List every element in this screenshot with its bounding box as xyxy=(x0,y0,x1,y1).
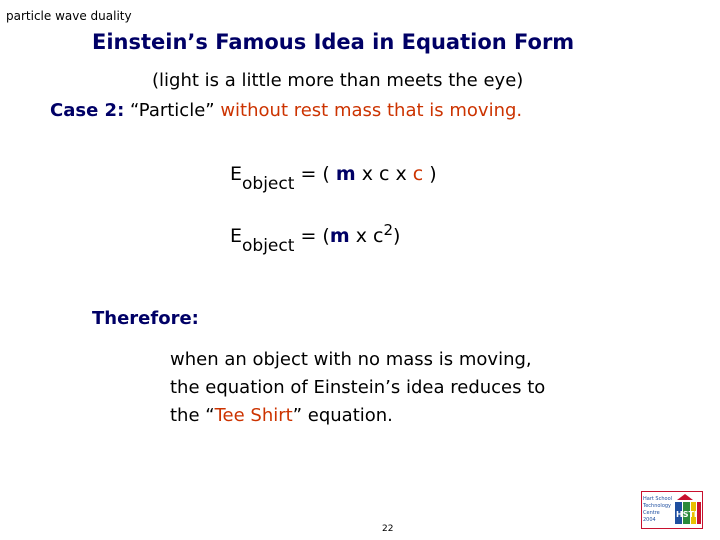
conclusion-paragraph xyxy=(170,346,600,430)
eq1-open-paren: ( xyxy=(322,163,336,185)
eq2-energy: E xyxy=(230,225,243,247)
equation-2 xyxy=(230,221,401,256)
para-line-1: when an object with no mass is moving, xyxy=(170,349,532,370)
eq1-times-2: x xyxy=(389,163,413,185)
header-tag: particle wave duality xyxy=(6,9,132,23)
para-line-3-start: the “ xyxy=(170,405,215,426)
eq2-mass: m xyxy=(329,225,350,247)
eq1-energy: E xyxy=(230,163,243,185)
para-line-3-end: ” equation. xyxy=(292,405,393,426)
slide-subtitle: (light is a little more than meets the eye) xyxy=(152,70,524,91)
case-description: without rest mass that is moving. xyxy=(214,100,523,121)
eq2-open-paren: ( xyxy=(322,225,330,247)
eq2-c: c xyxy=(372,225,384,247)
eq1-equals: = xyxy=(300,163,323,185)
eq1-subscript: object xyxy=(242,174,295,194)
logo-letters: HSTI xyxy=(676,510,697,519)
eq1-mass: m xyxy=(335,163,356,185)
eq1-times-1: x xyxy=(355,163,380,185)
case-line xyxy=(50,100,522,121)
case-label: Case 2: xyxy=(50,100,125,121)
para-line-2: the equation of Einstein’s idea reduces to xyxy=(170,377,546,398)
therefore-label: Therefore: xyxy=(92,308,199,329)
logo-text-2: Technology xyxy=(643,503,672,509)
para-line-3 xyxy=(170,402,600,430)
eq1-close-paren: ) xyxy=(423,163,437,185)
school-logo xyxy=(641,491,703,529)
eq2-equals: = xyxy=(300,225,323,247)
eq2-subscript: object xyxy=(242,236,295,256)
slide-title: Einstein’s Famous Idea in Equation Form xyxy=(92,30,575,54)
logo-text-4: 2004 xyxy=(643,517,656,523)
tee-shirt-text: Tee Shirt xyxy=(214,405,293,426)
eq2-superscript: 2 xyxy=(383,221,393,239)
page-number: 22 xyxy=(382,524,394,534)
eq1-c-1: c xyxy=(379,163,390,185)
logo-text-3: Centre xyxy=(643,510,660,516)
eq1-c-2: c xyxy=(412,163,424,185)
logo-letter-i xyxy=(697,502,701,524)
case-particle-text: “Particle” xyxy=(124,100,215,121)
eq2-close-paren: ) xyxy=(392,225,401,247)
eq2-times: x xyxy=(349,225,373,247)
equation-1 xyxy=(230,163,437,194)
logo-text-1: Hart School xyxy=(643,496,673,502)
